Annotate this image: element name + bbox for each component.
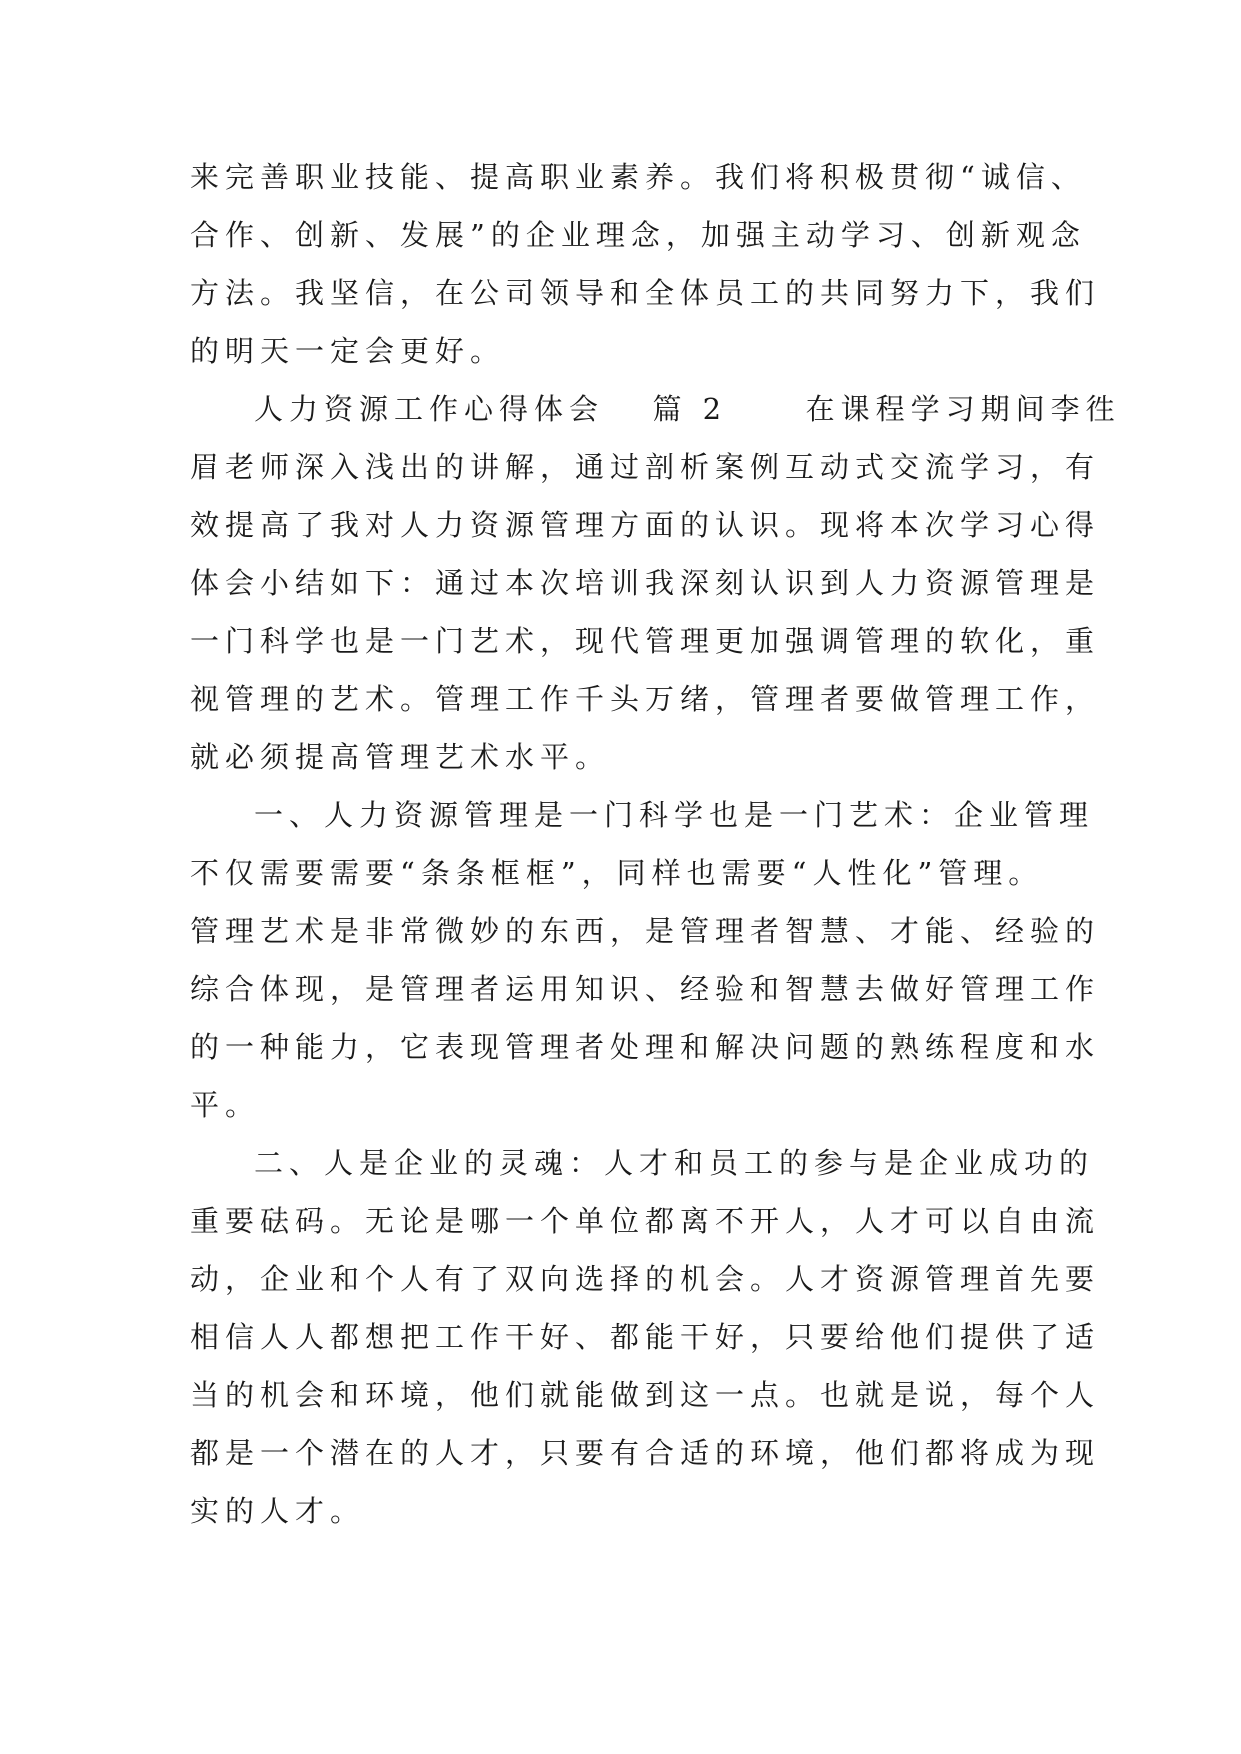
text-line: 就必须提高管理艺术水平。 — [190, 740, 611, 774]
document-body — [190, 148, 1121, 1540]
paragraph-first-line: 一、人力资源管理是一门科学也是一门艺术：企业管理 — [254, 798, 1095, 832]
text-line: 一门科学也是一门艺术，现代管理更加强调管理的软化，重 — [190, 624, 1101, 658]
text-line: 合作、创新、发展”的企业理念，加强主动学习、创新观念 — [190, 218, 1086, 252]
paragraph-first-line: 二、人是企业的灵魂：人才和员工的参与是企业成功的 — [254, 1146, 1095, 1180]
text-line: 综合体现，是管理者运用知识、经验和智慧去做好管理工作 — [190, 972, 1101, 1006]
text-line: 重要砝码。无论是哪一个单位都离不开人，人才可以自由流 — [190, 1204, 1101, 1238]
text-line: 效提高了我对人力资源管理方面的认识。现将本次学习心得 — [190, 508, 1101, 542]
text-line: 平。 — [190, 1088, 261, 1122]
section-heading-tail: 在课程学习期间李徃 — [805, 392, 1121, 426]
section-heading-line — [190, 380, 1121, 438]
section-heading: 人力资源工作心得体会 — [254, 392, 605, 426]
text-line: 体会小结如下：通过本次培训我深刻认识到人力资源管理是 — [190, 566, 1101, 600]
text-line: 管理艺术是非常微妙的东西，是管理者智慧、才能、经验的 — [190, 914, 1101, 948]
section-label: 篇 2 — [652, 392, 728, 426]
text-line: 不仅需要需要“条条框框”，同样也需要“人性化”管理。 — [190, 856, 1044, 890]
text-line: 当的机会和环境，他们就能做到这一点。也就是说，每个人 — [190, 1378, 1101, 1412]
text-line: 都是一个潜在的人才，只要有合适的环境，他们都将成为现 — [190, 1436, 1101, 1470]
text-line: 动，企业和个人有了双向选择的机会。人才资源管理首先要 — [190, 1262, 1101, 1296]
text-line: 实的人才。 — [190, 1494, 366, 1528]
text-line: 眉老师深入浅出的讲解，通过剖析案例互动式交流学习，有 — [190, 450, 1101, 484]
text-line: 方法。我坚信，在公司领导和全体员工的共同努力下，我们 — [190, 276, 1101, 310]
text-line: 来完善职业技能、提高职业素养。我们将积极贯彻“诚信、 — [190, 160, 1086, 194]
text-line: 相信人人都想把工作干好、都能干好，只要给他们提供了适 — [190, 1320, 1101, 1354]
text-line: 视管理的艺术。管理工作千头万绪，管理者要做管理工作， — [190, 682, 1101, 716]
text-line: 的一种能力，它表现管理者处理和解决问题的熟练程度和水 — [190, 1030, 1101, 1064]
text-line: 的明天一定会更好。 — [190, 334, 506, 368]
